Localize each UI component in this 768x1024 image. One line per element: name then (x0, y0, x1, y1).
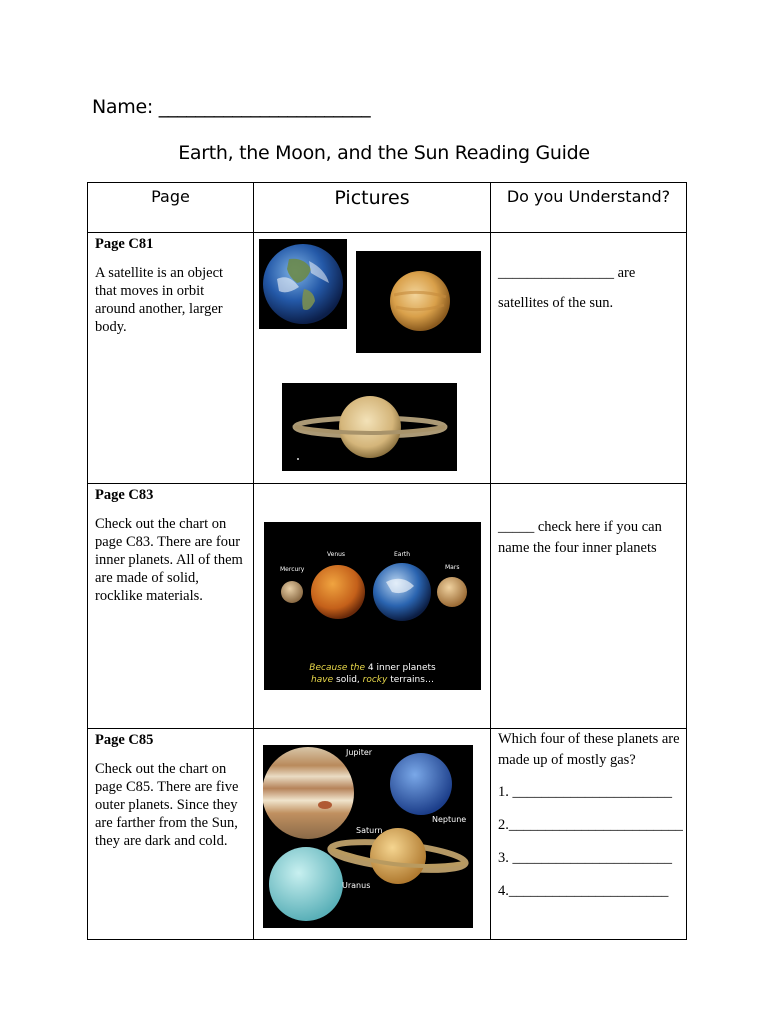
answer-line-4[interactable]: 4.______________________ (498, 883, 669, 899)
understand-cell (491, 484, 687, 729)
planet-label: Earth (394, 551, 411, 558)
pictures-cell (254, 233, 491, 484)
page-cell (88, 484, 254, 729)
reading-guide-table (87, 182, 687, 940)
answer-line-2[interactable]: 2.________________________ (498, 817, 683, 833)
table-row (88, 729, 687, 940)
pictures-cell (254, 484, 491, 729)
planet-label: Saturn (356, 826, 383, 835)
earth-image (259, 239, 347, 329)
page-cell (88, 233, 254, 484)
page-description: Check out the chart on page C83. There are four inner planets. All of them are made of solid, rocklike materials. (95, 516, 243, 604)
column-header-understand: Do you Understand? (491, 183, 687, 233)
pictures-cell (254, 729, 491, 940)
page-description: A satellite is an object that moves in orbit around another, larger body. (95, 265, 224, 335)
understand-cell (491, 729, 687, 940)
page-reference: Page C85 (95, 732, 154, 748)
understand-cell (491, 233, 687, 484)
column-header-pictures: Pictures (254, 183, 491, 233)
table-row (88, 484, 687, 729)
image-caption: Because the 4 inner planets have solid, rocky terrains… (309, 663, 436, 685)
venus-image (356, 251, 481, 353)
planet-label: Uranus (342, 881, 371, 890)
outer-planets-image (263, 745, 473, 928)
page-reference: Page C83 (95, 487, 154, 503)
answer-line-3[interactable]: 3. ______________________ (498, 850, 672, 866)
blank-answer-line[interactable]: ________________ are (498, 265, 636, 281)
answer-line-1[interactable]: 1. ______________________ (498, 784, 672, 800)
page-description: Check out the chart on page C85. There are five outer planets. Since they are farther from the Sun, they are dark and cold. (95, 761, 239, 849)
saturn-image (282, 383, 457, 471)
page-reference: Page C81 (95, 236, 154, 252)
column-header-page: Page (88, 183, 254, 233)
inner-planets-image (264, 522, 481, 690)
question-text: satellites of the sun. (498, 295, 614, 311)
planet-label: Venus (327, 551, 346, 558)
question-text: Which four of these planets are made up of mostly gas? (498, 731, 680, 768)
table-row (88, 233, 687, 484)
document-title: Earth, the Moon, and the Sun Reading Guide (178, 142, 590, 164)
page-cell (88, 729, 254, 940)
planet-label: Jupiter (346, 748, 373, 757)
planet-label: Neptune (432, 815, 467, 824)
planet-label: Mercury (280, 566, 305, 573)
table-header-row (88, 183, 687, 233)
name-field-line[interactable]: Name: _______________________ (92, 96, 371, 118)
planet-label: Mars (445, 564, 460, 571)
checkbox-prompt[interactable]: _____ check here if you can name the four inner planets (498, 519, 662, 556)
